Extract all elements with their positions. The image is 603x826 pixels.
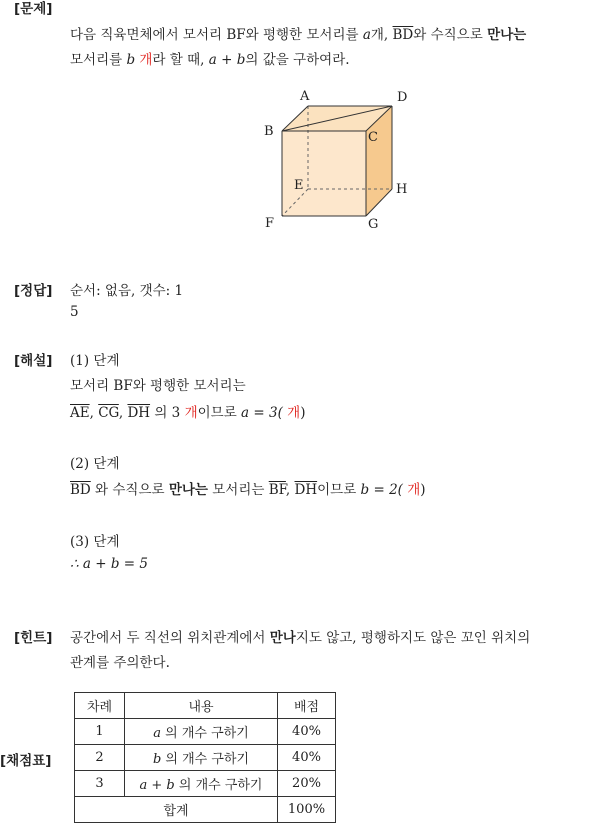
answer-line-1: 순서: 없음, 갯수: 1 (70, 283, 184, 299)
rubric-label: [채점표] (0, 753, 52, 769)
header-content: 내용 (125, 693, 278, 719)
problem-label: [문제] (14, 1, 53, 17)
hint-line-2: 관계를 주의한다. (70, 655, 170, 671)
rubric-table (74, 692, 336, 823)
header-order: 차례 (75, 693, 125, 719)
problem-line-2: 모서리를 b 개라 할 때, a + b의 값을 구하여라. (70, 52, 350, 68)
label-e: E (294, 178, 304, 193)
step1-title: (1) 단계 (70, 353, 120, 369)
step2-line: $\overline{BD}$ 와 수직으로 만나는 모서리는 $\overline{BF}$, $\overline{DH}$이므로 b = 2( 개) (70, 482, 426, 498)
total-label: 합계 (75, 797, 278, 823)
step3-title: (3) 단계 (70, 534, 120, 550)
total-score: 100% (278, 797, 336, 823)
segment-bd: $\overline{BD}$ (392, 27, 414, 43)
rubric-total-row (75, 797, 336, 823)
label-d: D (397, 90, 408, 105)
hint-line-1: 공간에서 두 직선의 위치관계에서 만나지도 않고, 평행하지도 않은 꼬인 위치의 (70, 630, 531, 646)
problem-line-1: 다음 직육면체에서 모서리 BF와 평행한 모서리를 a개, $\overline{BD}$와 수직으로 만나는 (70, 27, 527, 43)
label-a: A (300, 89, 310, 104)
answer-label: [정답] (14, 283, 53, 299)
table-row: 3 a + b 의 개수 구하기 20% (75, 771, 336, 797)
step1-line-2: $\overline{AE}$, $\overline{CG}$, $\overline{DH}$ 의 3 개이므로 a = 3( 개) (70, 405, 306, 421)
step3-line: ∴ a + b = 5 (70, 556, 148, 572)
label-f: F (265, 216, 275, 231)
step1-line-1: 모서리 BF와 평행한 모서리는 (70, 378, 246, 394)
label-g: G (368, 217, 379, 232)
label-h: H (396, 182, 408, 197)
table-row: 1 a 의 개수 구하기 40% (75, 719, 336, 745)
label-c: C (368, 130, 378, 145)
header-score: 배점 (278, 693, 336, 719)
rubric-header-row (75, 693, 336, 719)
table-row: 2 b 의 개수 구하기 40% (75, 745, 336, 771)
label-b: B (264, 124, 274, 139)
step2-title: (2) 단계 (70, 456, 120, 472)
hint-label: [힌트] (14, 630, 53, 646)
answer-line-2: 5 (70, 304, 79, 320)
solution-label: [해설] (14, 353, 53, 369)
